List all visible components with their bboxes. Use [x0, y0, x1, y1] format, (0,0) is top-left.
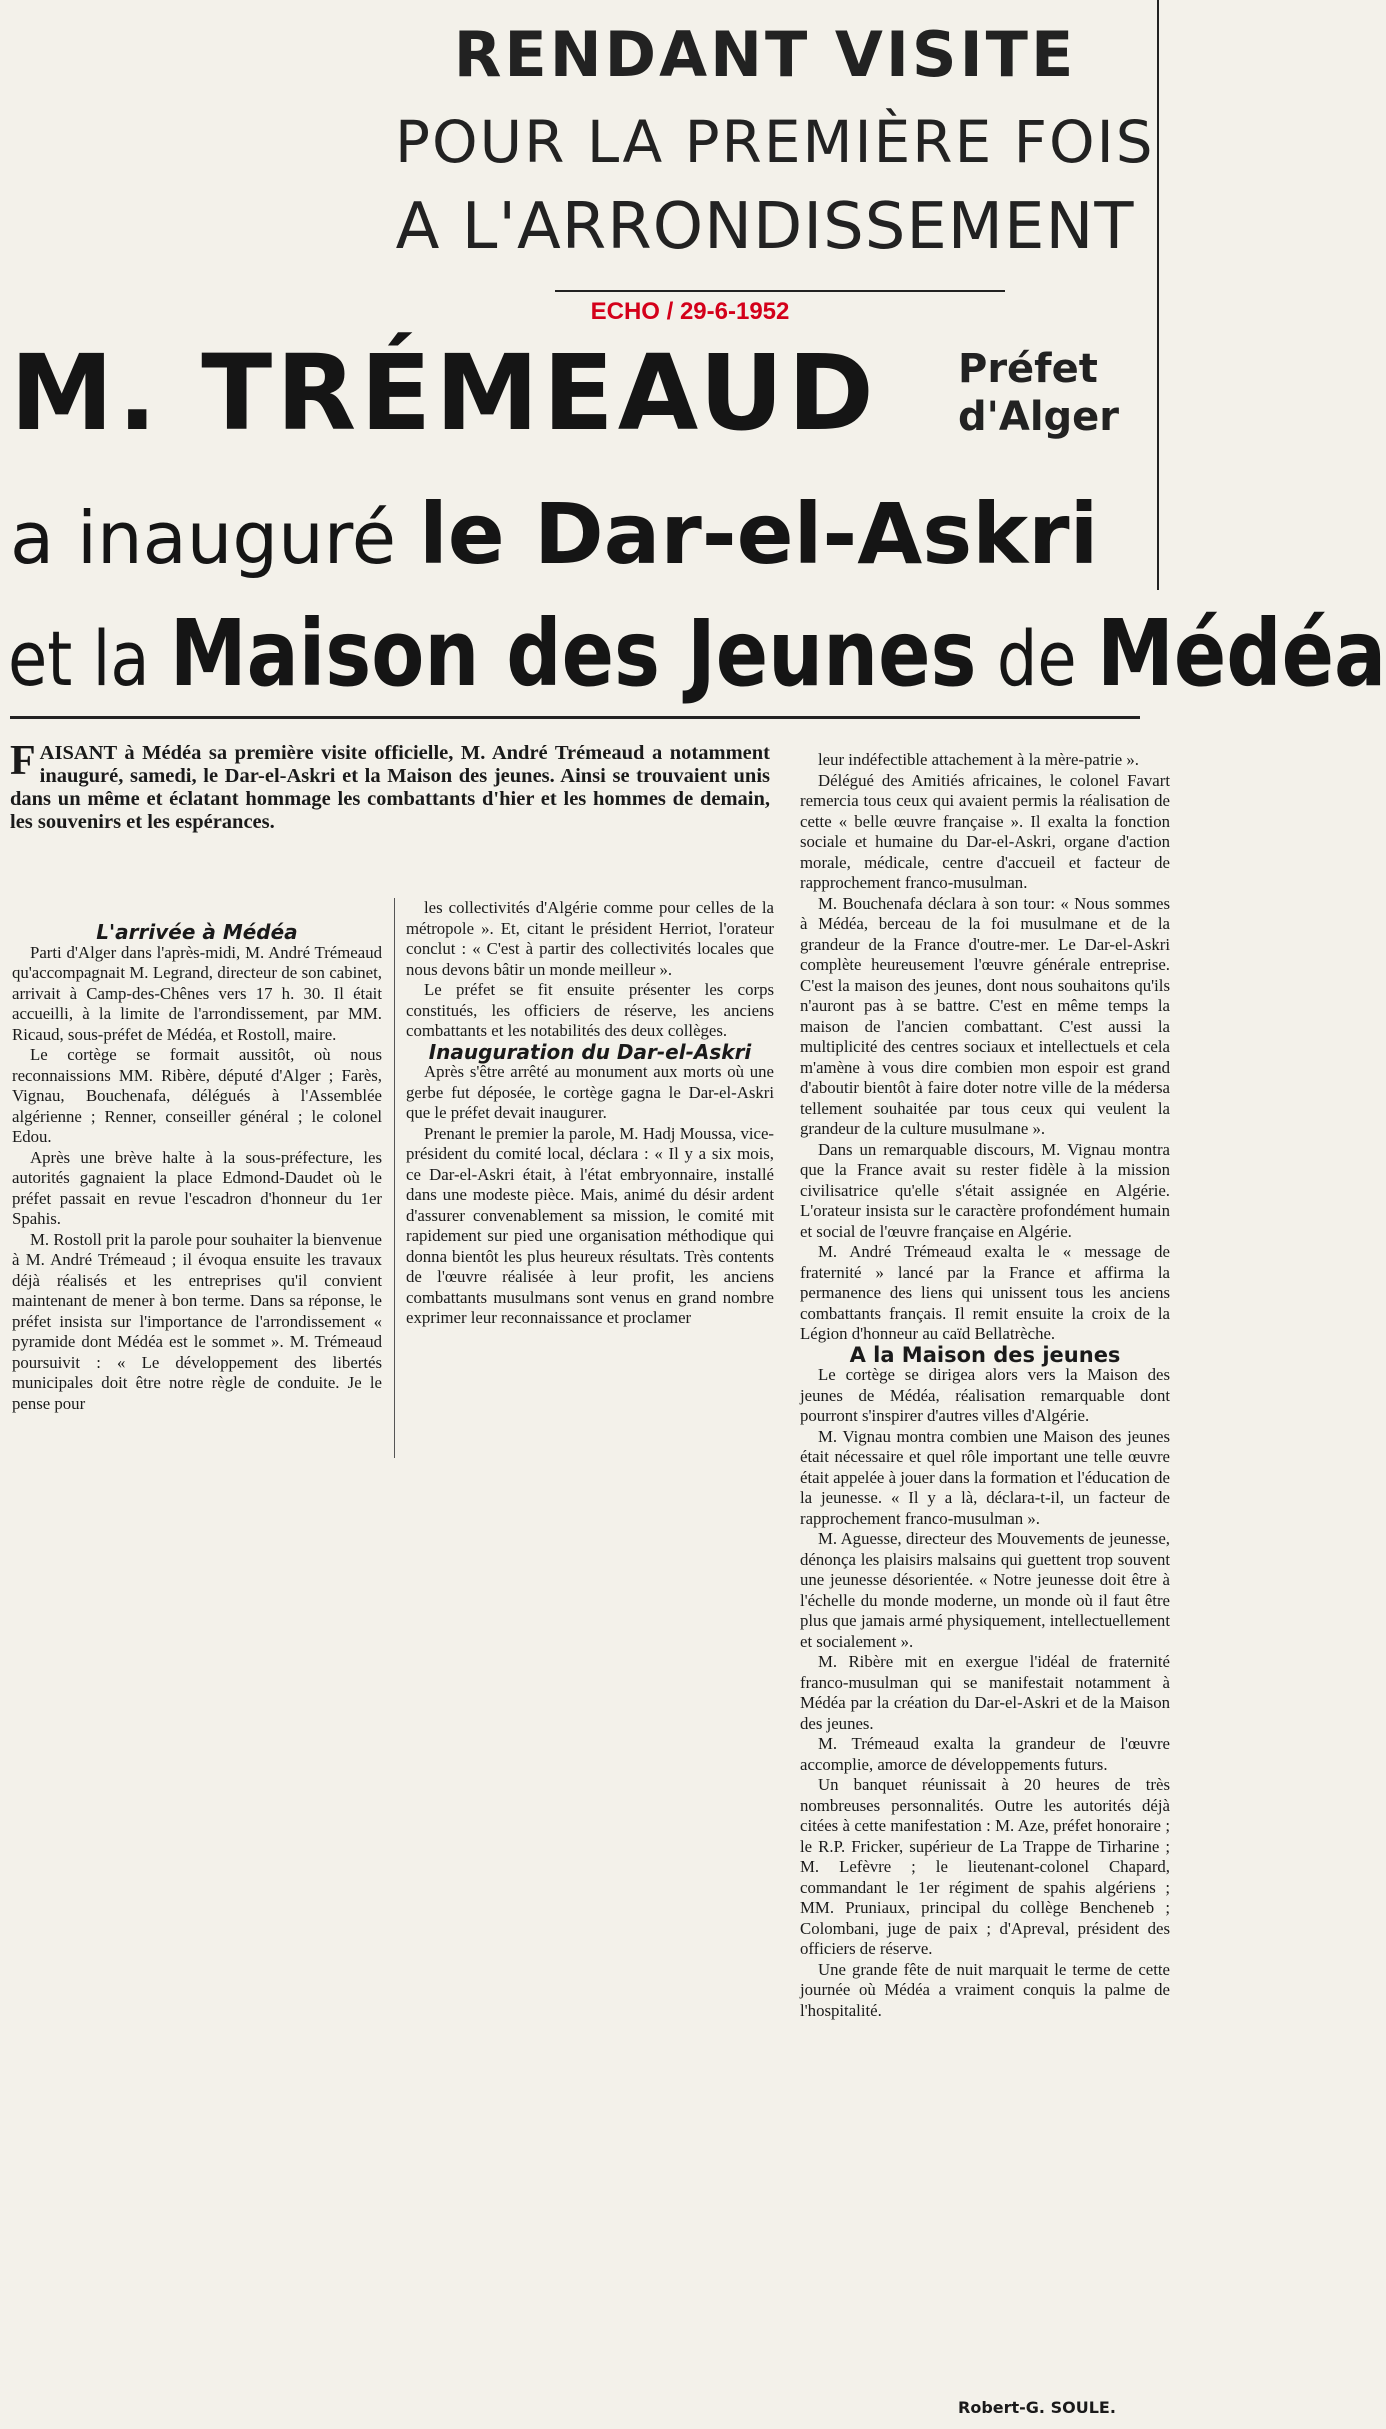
kicker-line-1: RENDANT VISITE — [453, 18, 1077, 91]
col3-paragraph: M. Aguesse, directeur des Mouvements de jeunesse, dénonça les plaisirs malsains qui guettent trop souvent une jeunesse désorientée. « Notre jeunesse doit être à l'échelle du monde moderne, un monde où il faut être plus que jamais armé physiquement, intellectuellement et socialement ». — [800, 1529, 1170, 1651]
headline-deck-3 — [8, 600, 1386, 707]
col3-paragraph: M. Ribère mit en exergue l'idéal de fraternité franco-musulman qui se manifestait notamment à Médéa par la création du Dar-el-Askri et de la Maison des jeunes. — [800, 1652, 1170, 1733]
col2-paragraph: Le préfet se fit ensuite présenter les corps constitués, les officiers de réserve, les anciens combattants et les notabilités des deux collèges. — [406, 980, 774, 1040]
title-line-2: d'Alger — [958, 394, 1120, 440]
title-line-1: Préfet — [958, 346, 1098, 392]
kicker-line-2: POUR LA PREMIÈRE FOIS — [395, 108, 1155, 176]
source-label: ECHO / 29-6-1952 — [590, 298, 790, 325]
col3-paragraph: M. Trémeaud exalta la grandeur de l'œuvre accomplie, amorce de développements futurs. — [800, 1734, 1170, 1774]
deck2-bold: le Dar-el-Askri — [418, 485, 1099, 583]
subhead-inauguration: Inauguration du Dar-el-Askri — [428, 1039, 752, 1064]
headline-name: M. TRÉMEAUD — [10, 332, 878, 454]
column-3 — [800, 750, 1170, 2021]
col2-paragraph: Prenant le premier la parole, M. Hadj Moussa, vice-président du comité local, déclara : « Il y a six mois, ce Dar-el-Askri était, à l'état embryonnaire, installé dans une modeste pièce. Mais, animé du désir ardent d'assurer convenablement sa mission, le comité mit rapidement sur pied une organisation méthodique qui donna bientôt les plus heureux résultats. Très contents de l'œuvre réalisée à leur profit, les anciens combattants musulmans sont venus en grand nombre exprimer leur reconnaissance et proclamer — [406, 1123, 774, 1327]
col3-paragraph: leur indéfectible attachement à la mère-patrie ». — [818, 750, 1139, 769]
signature: Robert-G. SOULE. — [958, 2398, 1116, 2417]
col1-paragraph: Après une brève halte à la sous-préfecture, les autorités gagnaient la place Edmond-Daudet où le préfet passait en revue l'escadron d'honneur du 1er Spahis. — [12, 1147, 382, 1228]
deck3-light-1: et la — [8, 614, 170, 703]
col3-paragraph: Délégué des Amitiés africaines, le colonel Favart remercia tous ceux qui avaient permis la réalisation de cette « belle œuvre française ». Il exalta la fonction sociale et humaine du Dar-el-Askri, organe d'action morale, médicale, centre d'accueil et facteur de rapprochement franco-musulman. — [800, 770, 1170, 892]
col3-paragraph: M. André Trémeaud exalta le « message de fraternité » lancé par la France et affirma la permanence des liens qui unissent tous les anciens combattants français. Il remit ensuite la croix de la Légion d'honneur au caïd Bellatrèche. — [800, 1242, 1170, 1343]
subhead-arrivee: L'arrivée à Médéa — [96, 920, 298, 944]
kicker-line-3: A L'ARRONDISSEMENT — [395, 190, 1135, 264]
deck3-light-2: de — [976, 614, 1097, 703]
col1-paragraph: M. Rostoll prit la parole pour souhaiter la bienvenue à M. André Trémeaud ; il évoqua ensuite les travaux déjà réalisés et les entreprises qu'il convient maintenant de mener à bon terme. Dans sa réponse, le préfet insista sur l'importance de l'arrondissement « pyramide dont Médéa est le sommet ». M. Trémeaud poursuivit : « Le développement des libertés municipales doit être notre règle de conduite. Je le pense pour — [12, 1229, 382, 1413]
headline-deck-2 — [10, 485, 1098, 583]
col3-paragraph: M. Bouchenafa déclara à son tour: « Nous sommes à Médéa, berceau de la foi musulmane et de la grandeur de la France d'outre-mer. Le Dar-el-Askri complète heureusement l'œuvre générale entreprise. C'est la maison des jeunes, dont nous souhaitons qu'ils n'auront pas à se battre. C'est en même temps la maison de l'ancien combattant. C'est aussi la multiplicité des centres sociaux et intellectuels et cela m'amène à vous dire combien mon espoir est grand d'aboutir bientôt à faire doter notre ville de la médersa tellement souhaitée par tous ceux qui veulent la grandeur de la culture musulmane ». — [800, 893, 1170, 1138]
col3-paragraph: M. Vignau montra combien une Maison des jeunes était nécessaire et quel rôle important une telle œuvre était appelée à jouer dans la formation et l'éducation de la jeunesse. « Il y a là, déclara-t-il, un facteur de rapprochement franco-musulman ». — [800, 1426, 1170, 1528]
kicker-rule — [555, 290, 1005, 292]
column-1 — [12, 922, 382, 1414]
column-rule — [394, 898, 395, 1458]
col3-paragraph: Dans un remarquable discours, M. Vignau montra que la France avait su rester fidèle à la mission civilisatrice qu'elle s'était assignée en Algérie. L'orateur insista sur le caractère profondément humain et social de l'œuvre française en Algérie. — [800, 1139, 1170, 1241]
column-2 — [406, 898, 774, 1329]
headline-title — [958, 345, 1138, 441]
col3-paragraph: Un banquet réunissait à 20 heures de très nombreuses personnalités. Outre les autorités déjà citées à cette manifestation : M. Aze, préfet honoraire ; le R.P. Fricker, supérieur de La Trappe de Tirharine ; M. Lefèvre ; le lieutenant-colonel Chapard, commandant le 1er régiment de spahis algériens ; MM. Pruniaux, principal du collège Bencheneb ; Colombani, juge de paix ; d'Apreval, président des officiers de réserve. — [800, 1775, 1170, 1958]
lead-paragraph — [10, 738, 770, 834]
drop-cap: F — [10, 738, 36, 784]
deck3-bold-1: Maison des Jeunes — [169, 600, 977, 707]
headline-rule — [10, 716, 1140, 719]
vertical-rule — [1157, 0, 1159, 590]
deck2-light: a inauguré — [10, 496, 419, 580]
lead-text: AISANT à Médéa sa première visite officielle, M. André Trémeaud a notamment inauguré, samedi, le Dar-el-Askri et la Maison des jeunes. Ainsi se trouvaient unis dans un même et éclatant hommage les combattants d'hier et les hommes de demain, les souvenirs et les espérances. — [10, 742, 770, 833]
col3-paragraph: Le cortège se dirigea alors vers la Maison des jeunes de Médéa, réalisation remarquable dont pourront s'inspirer d'autres villes d'Algérie. — [800, 1365, 1170, 1425]
col3-paragraph: Une grande fête de nuit marquait le terme de cette journée où Médéa a vraiment conquis la palme de l'hospitalité. — [800, 1959, 1170, 2020]
col1-paragraph: Parti d'Alger dans l'après-midi, M. André Trémeaud qu'accompagnait M. Legrand, directeur de son cabinet, arrivait à Camp-des-Chênes vers 17 h. 30. Il était accueilli, à la limite de l'arrondissement, par MM. Ricaud, sous-préfet de Médéa, et Rostoll, maire. — [12, 942, 382, 1044]
col1-paragraph: Le cortège se formait aussitôt, où nous reconnaissions MM. Ribère, député d'Alger ; Farès, Vignau, Bouchenafa, délégués à l'Assemblée algérienne ; Renner, conseiller général ; le colonel Edou. — [12, 1045, 382, 1146]
subhead-maison-jeunes: A la Maison des jeunes — [849, 1342, 1121, 1367]
deck3-bold-2: Médéa — [1096, 600, 1386, 707]
col2-paragraph: les collectivités d'Algérie comme pour celles de la métropole ». Et, citant le président Herriot, l'orateur conclut : « C'est à partir des collectivités locales que nous devons bâtir un monde meilleur ». — [406, 898, 774, 979]
col2-paragraph: Après s'être arrêté au monument aux morts où une gerbe fut déposée, le cortège gagna le Dar-el-Askri que le préfet devait inaugurer. — [406, 1062, 774, 1122]
